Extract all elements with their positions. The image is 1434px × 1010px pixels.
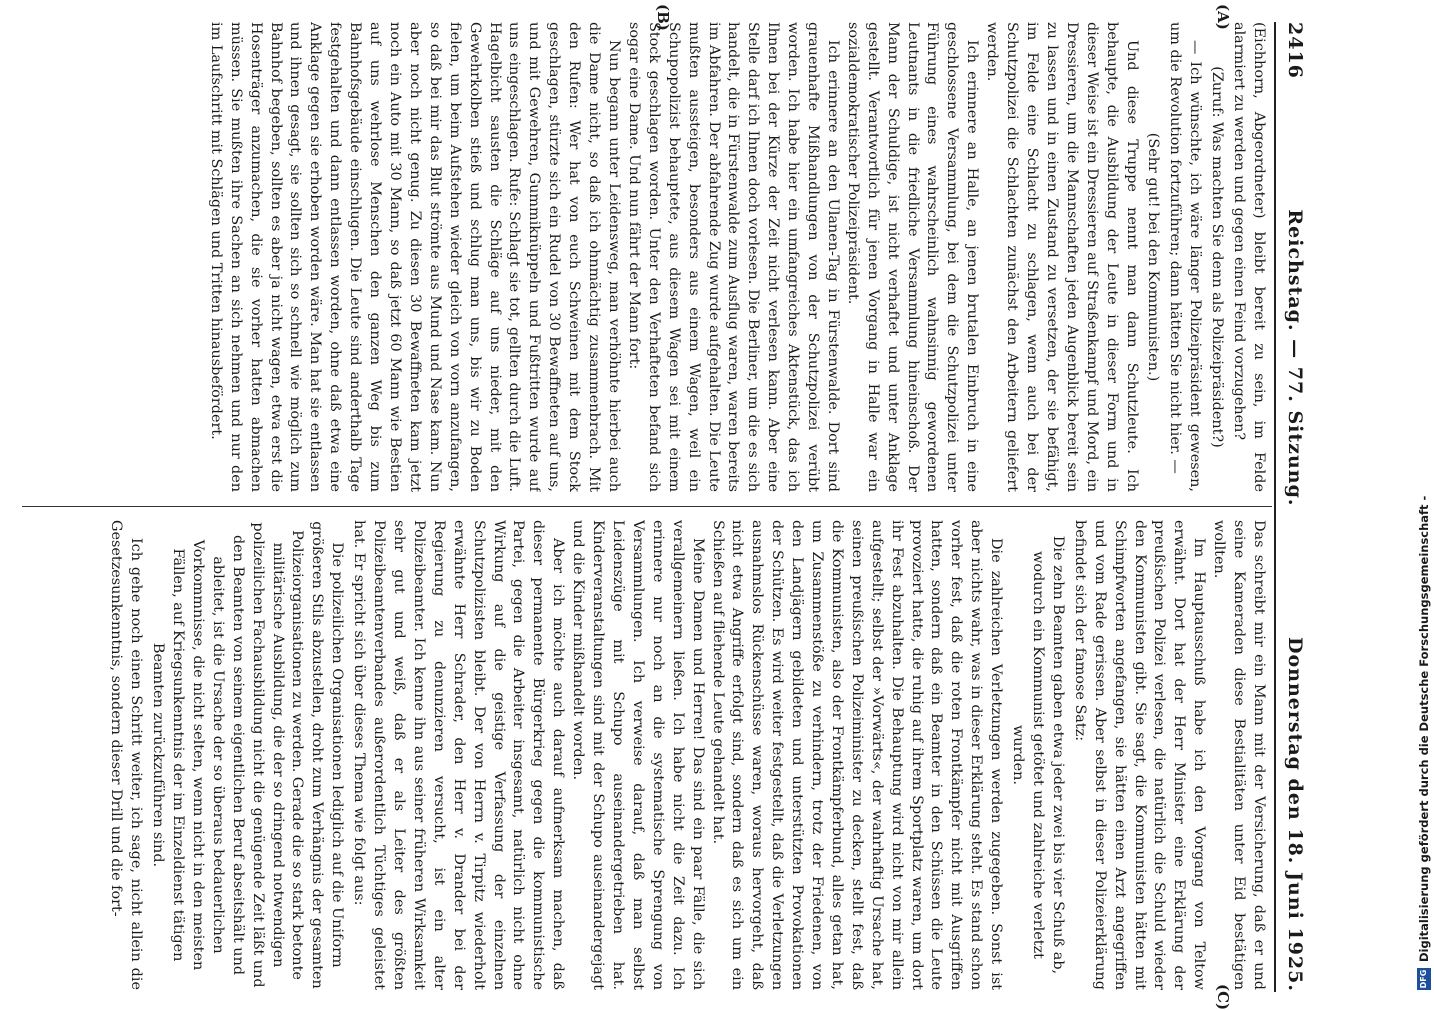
paragraph: (Eichhorn, Abgeordneter) bleibt bereit zu sein, im Felde alarmiert zu werden und gegen einen Feind vorzugehen? bbox=[1231, 22, 1267, 492]
paragraph: Ich erinnere an den Ulanen-Tag in Fürstenwalde. Dort sind grauenhafte Mißhandlungen von der Schutzpolizei verübt worden. Ich habe hier ein umfangreiches Aktenstück, das ich Ihnen bei der Kürze der Zeit nicht verlesen kann. Aber eine Stelle darf ich Ihnen doch vorlesen. Die Berliner, um die es sich handelt, die in Fürstenwalde zum Ausflug waren, waren bereits im Abfahren. Der abfahrende Zug wurde aufgehalten. Die Leute mußten aussteigen, besonders aus einem Wagen, weil ein Schupopolizist behauptete, aus diesem Wagen sei mit einem Stock geschlagen worden. Unter den Verhafteten befand sich sogar eine Dame. Und nun fährt der Mann fort: bbox=[625, 22, 841, 492]
paragraph: Ich gehe noch einen Schritt weiter, ich sage, nicht allein die Gesetzesunkenntnis, sondern dieser Drill und die fort- bbox=[108, 520, 145, 990]
interjection: (Zuruf: Was machten Sie denn als Polizeipräsident?) bbox=[1209, 66, 1226, 448]
interjection: (Sehr gut! bei den Kommunisten.) bbox=[1145, 132, 1162, 382]
paragraph: — Ich wünschte, ich wäre länger Polizeipräsident gewesen, um die Revolution fortzuführen; dann hätten Sie nicht hier. — bbox=[1167, 22, 1204, 492]
interjection: Die polizeilichen Organisationen lediglich auf die Uniform größeren Stils abzustellen, droht zum Verhängnis der gesamten Polizeiorganisationen zu werden. Gerade die so stark betonte militärische Ausbildung, die der so dringend notwendigen polizeilichen Fachausbildung nicht die genügende Zeit läßt und den Beamten von seinem eigentlichen Beruf abseitshält und ableitet, ist die Ursache der so überaus bedauerlichen Vorkommnisse, die nicht selten, wenn nicht in den meisten Fällen, auf Kriegsunkenntnis der im Einzeldienst tätigen Beamten zurückzuführen sind. bbox=[150, 521, 346, 989]
paragraph: Und diese Truppe nennt man dann Schutzleute. Ich behaupte, die Ausbildung der Leute in dieser Form und in dieser Weise ist ein Dressieren auf Straßenkampf und Mord, ein Dressieren, um die Mannschaften jeden Augenblick bereit sein zu lassen und in einen Zustand zu versetzen, der sie befähigt, im Felde eine Schlacht zu schlagen, wenn auch bei der Schutzpolizei die Schlachten zunächst den Arbeitern geliefert werden. bbox=[984, 22, 1140, 492]
document-page bbox=[12, 4, 1312, 1010]
paragraph: Nun begann unter Leidensweg, man verhöhnte hierbei auch die Dame nicht, so daß ich ohnmächtig zusammenbrach. Mit den Rufen: Wer hat von euch Schweinen mit dem Stock geschlagen, stürzte sich ein Rudel von 30 Bewaffneten auf uns, und mit Gewehren, Gummiknüppeln und Fußtritten wurde auf uns eingeschlagen. Rufe: Schlagt sie tot, gellten durch die Luft. Hagelbicht sausten die Schläge auf uns nieder, mit den Gewehrkolben stieß und schlug man uns, bis wir zu Boden fielen, um beim Aufstehen wieder gleich von vorn anzufangen, so daß bei mir das Blut strömte aus Mund und Nase kam. Nun aber noch nicht genug. Zu diesen 30 Bewaffneten kam jetzt noch ein Auto mit 30 Mann, so daß jetzt 60 Mann wie Bestien auf uns wehrlose Menschen den ganzen Weg bis zum Bahnhofsgebäude einschlugen. Die Leute sind anderthalb Tage festgehalten und dann entlassen worden, ohne daß etwa eine Anklage gegen sie erhoben worden wäre. Man hat sie entlassen und ihnen gesagt, sie sollten sich so schnell wie möglich zum Bahnhof begeben, sollten es aber ja nicht wagen, etwa erst die Hosenträger anzumachen, die sie vorher hatten abmachen müssen. Sie mußten ihre Sachen an sich nehmen und nur den im Laufschritt mit Schlägen und Tritten hinausbefördert. bbox=[207, 22, 622, 492]
paragraph: Das schreibt mir ein Mann mit der Versicherung, daß er und seine Kameraden diese Bestialitäten unter Eid bestätigen wollten. bbox=[1211, 520, 1267, 990]
right-column bbox=[22, 520, 1268, 990]
paragraph: Meine Damen und Herren! Das sind ein paar Fälle, die sich verallgemeinern ließen. Ich habe nicht die Zeit dazu. Ich erinnere nur noch an die systematische Sprengung von Versammlungen. Ich verweise darauf, daß man selbst Leidenszüge mit Schupo auseinandergetrieben hat. Kinderveranstaltungen sind mit der Schupo auseinandergejagt und die Kinder mißhandelt worden. bbox=[570, 520, 706, 990]
paragraph: Die zahlreichen Verletzungen werden zugegeben. Sonst ist aber nichts wahr, was in dieser Erklärung steht. Es stand schon vorher fest, daß die roten Frontkämpfer nicht mit Ausgriffen hatten, sondern daß ein Beamter in den Schüssen die Leute provoziert hatte, die ruhig auf ihrem Sportplatz waren, um dort ihr Fest abzuhalten. Die Behauptung wird nicht von mir allein aufgestellt; selbst der »Vorwärts«, der wahrhaftig Ursache hat, seinen preußischen Polizeiminister zu decken, stellt fest, daß die Kommunisten, also der Frontkämpferbund, alles getan hat, um Zusammenstöße zu verhindern, trotz der Friedenen, von den Landjägern gebildeten und unterstützten Provokationen der Schützen. Es wird weiter festgestellt, daß die Verletzungen ausnahmslos Rückenschüsse waren, woraus hervorgeht, daß nicht etwa Angriffe erfolgt sind, sondern daß es sich um ein Schießen auf fliehende Leute gehandelt hat. bbox=[709, 520, 1005, 990]
margin-mark-a: (A) bbox=[1214, 4, 1232, 30]
margin-mark-c: (C) bbox=[1214, 984, 1232, 1010]
page-number: 2416 bbox=[1284, 22, 1306, 79]
paragraph: Im Hauptausschuß habe ich den Vorgang von Teltow erwähnt. Dort hat der Herr Minister eine Erklärung der preußischen Polizei verlesen, die natürlich die Schuld wieder den Kommunisten gibt. Sie sagt, die Kommunisten hätten mit Schimpfworten angefangen, sie hätten einen Arzt angegriffen und vom Rade gerissen. Aber selbst in dieser Polizeierklärung befindet sich der famose Satz: bbox=[1071, 520, 1208, 990]
running-head bbox=[1278, 22, 1312, 992]
margin-mark-b: (B) bbox=[654, 4, 672, 31]
column-divider bbox=[22, 506, 1272, 507]
paragraph: Ich erinnere an Halle, an jenen brutalen Einbruch in eine geschlossene Versammlung, bei dem die Schutzpolizei unter Führung eines wahrscheinlich wahnsinnig gewordenen Leutnants in die friedliche Versammlung hineinschoß. Der Mann der Schuldige, ist nicht verhaftet und unter Anklage gestellt. Verantwortlich für jenen Vorgang in Halle war ein sozialdemokratischer Polizeipräsident. bbox=[844, 22, 981, 492]
dfg-logo: DFG bbox=[1417, 968, 1431, 990]
chamber-title: Reichstag. — 77. Sitzung. bbox=[1284, 209, 1306, 507]
header-rule bbox=[1274, 22, 1276, 992]
interjection: Die zehn Beamten gaben etwa jeder zwei bis vier Schuß ab, wodurch ein Kommunist getötet und zahlreiche verletzt wurden. bbox=[1010, 535, 1066, 975]
session-date: Donnerstag den 18. Juni 1925. bbox=[1284, 637, 1306, 992]
paragraph: Aber ich möchte auch darauf aufmerksam machen, daß dieser permanente Bürgerkrieg gegen die kommunistische Partei, gegen die Arbeiter insgesamt, natürlich nicht ohne Wirkung auf die geistige Verfassung der einzelnen Schutzpolizisten bleibt. Der von Herrn v. Tirpitz wiederholt erwähnte Herr Schrader, den Herr v. Drander bei der Regierung zu denunzieren versucht, ist ein alter Polizeibeamter. Ich kenne ihn aus seiner früheren Wirksamkeit sehr gut und weiß, daß er als Leiter des größten Polizeibeamtenverbandes außerordentlich Tüchtiges geleistet hat. Er spricht sich über dieses Thema wie folgt aus: bbox=[351, 520, 567, 990]
digitization-credit: Digitalisierung gefördert durch die Deutsche Forschungsgemeinschaft - bbox=[1417, 495, 1431, 962]
left-column bbox=[22, 22, 1268, 492]
footer bbox=[1412, 0, 1432, 1000]
